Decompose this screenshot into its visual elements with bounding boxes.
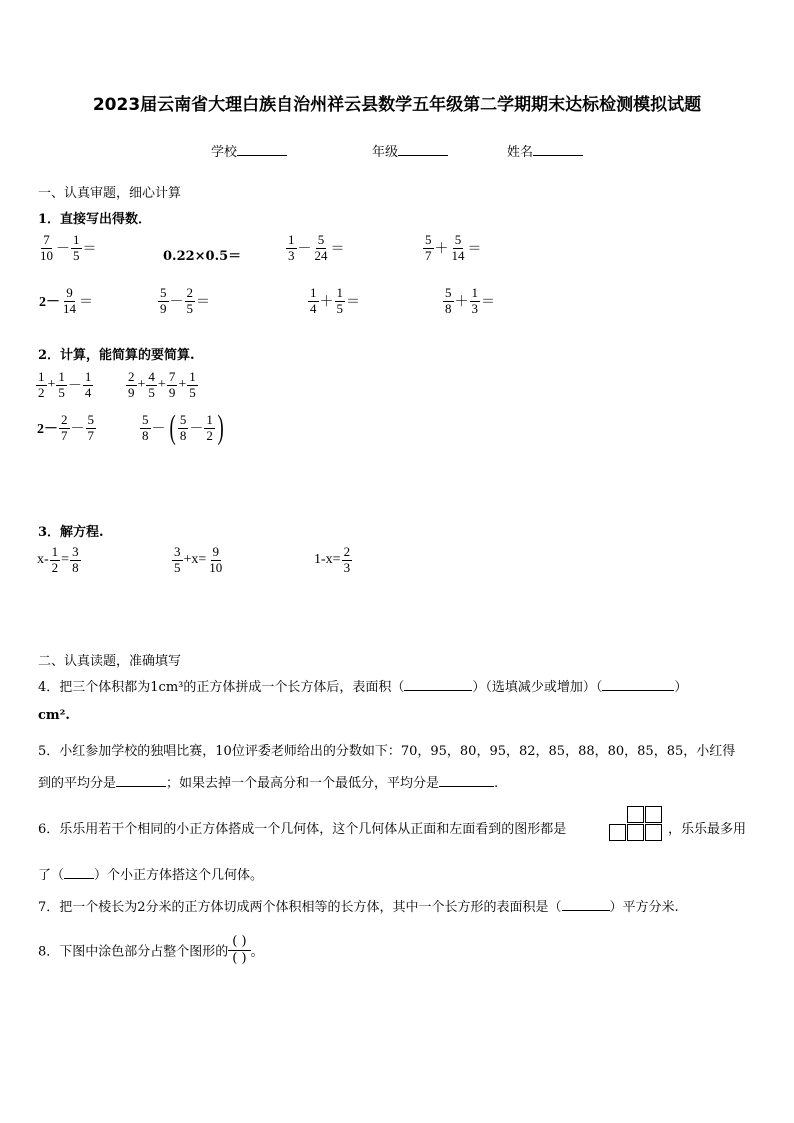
q3-label: 3．解方程. (38, 525, 104, 540)
q5-blank-1[interactable] (116, 774, 166, 787)
q4-blank-2[interactable] (602, 678, 674, 691)
q1-expr-1: $\frac{7}{10}$ － $\frac{1}{5}$ ＝ (40, 232, 97, 263)
grade-label: 年级 (372, 145, 399, 160)
school-blank[interactable] (237, 143, 287, 156)
section-1-heading: 一、认真审题，细心计算 (38, 186, 182, 201)
q5-line-2: 到的平均分是 ；如果去掉一个最高分和一个最低分，平均分是 . (38, 776, 499, 791)
q5-blank-2[interactable] (439, 774, 494, 787)
q1-expr-3: $\frac{1}{3}$ － $\frac{5}{24}$ ＝ (288, 232, 345, 263)
q1-expr-4: $\frac{5}{7}$ ＋ $\frac{5}{14}$ ＝ (425, 232, 482, 263)
q8-line: 8．下图中涂色部分占整个图形的 $\frac{( )}{( )}$ 。 (38, 934, 264, 966)
q1-expr-2: 0.22×0.5＝ (163, 249, 242, 264)
q2-expr-1: $\frac{1}{2}$ + $\frac{1}{5}$ － $\frac{1}{4}$ (38, 369, 92, 400)
q4-unit: cm². (38, 708, 70, 723)
name-blank[interactable] (533, 143, 583, 156)
q8-answer-fraction[interactable]: $\frac{( )}{( )}$ (228, 934, 250, 966)
q1-expr-6: $\frac{5}{9}$ － $\frac{2}{5}$ ＝ (160, 285, 210, 316)
q1-expr-5: 2－ $\frac{9}{14}$ ＝ (39, 285, 93, 316)
q6-blank[interactable] (64, 866, 94, 879)
q7-blank[interactable] (562, 898, 610, 911)
grade-field (372, 141, 448, 160)
q1-expr-7: $\frac{1}{4}$ ＋ $\frac{1}{5}$ ＝ (310, 285, 360, 316)
name-field (507, 141, 583, 160)
q6-line-2: 了（ ）个小正方体搭这个几何体。 (38, 868, 264, 883)
section-2-heading: 二、认真读题，准确填写 (38, 654, 182, 669)
q2-expr-4: $\frac{5}{8}$ － ( $\frac{5}{8}$ － $\frac{1}{2}$ ) (142, 409, 224, 446)
q2-expr-3: 2－ $\frac{2}{7}$ － $\frac{5}{7}$ (37, 412, 94, 443)
q3-equation-3: 1-x= $\frac{2}{3}$ (314, 544, 351, 575)
school-label: 学校 (211, 145, 238, 160)
q4-blank-1[interactable] (404, 678, 472, 691)
q2-expr-2: $\frac{2}{9}$ + $\frac{4}{5}$ + $\frac{7}{9}$ + $\frac{1}{5}$ (128, 369, 196, 400)
school-field (211, 141, 287, 160)
q1-label: 1．直接写出得数． (38, 212, 152, 227)
q1-expr-8: $\frac{5}{8}$ ＋ $\frac{1}{3}$ ＝ (445, 285, 495, 316)
q7-line: 7．把一个棱长为2分米的正方体切成两个体积相等的长方体，其中一个长方形的表面积是（ ）平方分米. (38, 900, 679, 915)
q5-line-1: 5．小红参加学校的独唱比赛，10位评委老师给出的分数如下：70，95，80，95，82，85，88，80，85，85，小红得 (38, 744, 736, 759)
view-shape-figure (609, 806, 665, 846)
name-label: 姓名 (507, 145, 534, 160)
page-title: 2023届云南省大理白族自治州祥云县数学五年级第二学期期末达标检测模拟试题 (92, 95, 702, 115)
q3-equation-1: x- $\frac{1}{2}$ = $\frac{3}{8}$ (37, 544, 79, 575)
q6-line-1-end: ，乐乐最多用 (668, 822, 747, 837)
q6-line-1: 6．乐乐用若干个相同的小正方体搭成一个几何体，这个几何体从正面和左面看到的图形都是 (38, 822, 567, 837)
q3-equation-2: $\frac{3}{5}$ +x= $\frac{9}{10}$ (174, 544, 223, 575)
q2-label: 2．计算，能简算的要简算. (38, 348, 195, 363)
grade-blank[interactable] (398, 143, 448, 156)
q4-line-1: 4．把三个体积都为1cm³的正方体拼成一个长方体后，表面积（ ）（选填减少或增加）（ ） (38, 680, 688, 695)
